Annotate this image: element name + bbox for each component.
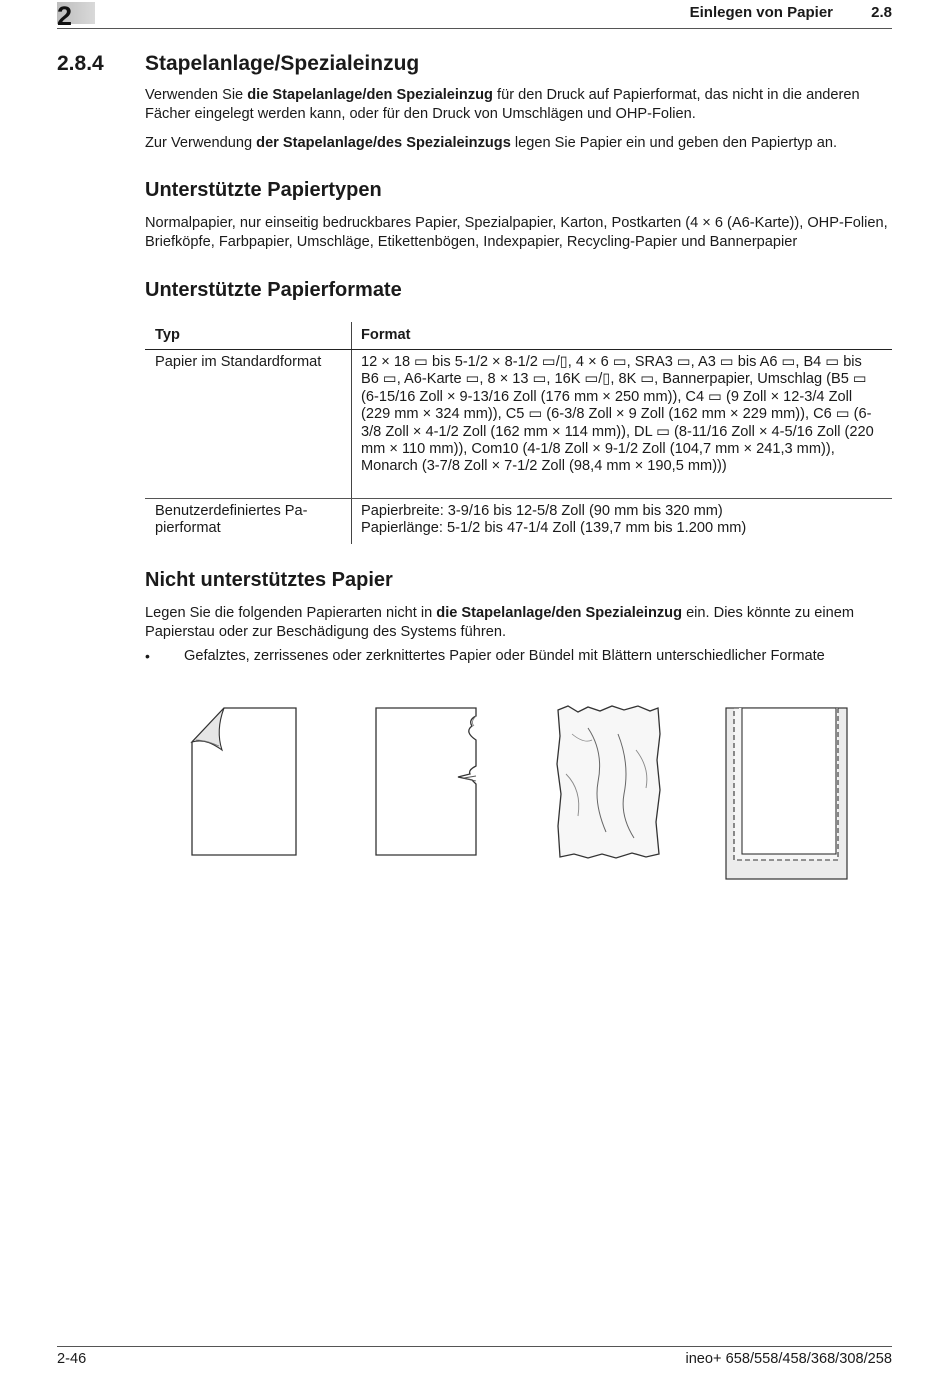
section-number: 2.8.4 — [57, 52, 104, 75]
footer-divider — [57, 1346, 892, 1347]
intro-emphasis: der Stapelanlage/des Spezialeinzugs — [256, 135, 511, 151]
unsupported-emphasis: die Stapelanlage/den Spezialeinzug — [436, 605, 683, 621]
row-format-standard: 12 × 18 ▭ bis 5-1/2 × 8-1/2 ▭/▯, 4 × 6 ▭, SRA3 ▭, A3 ▭ bis A6 ▭, B4 ▭ bis B6 ▭, A6-Karte ▭, 8 × 13 ▭, 16K ▭/▯, 8K ▭, Bannerpapier, Umschlag (B5 ▭ (6-15/16 Zoll × 9-13/16 Zoll (176 mm × 250 mm)), C4 ▭ (9 Zoll × 12-3/4 Zoll (229 mm × 324 mm)), C5 ▭ (6-3/8 Zoll × 9 Zoll (162 mm × 229 mm)), C6 ▭ (6-3/8 Zoll × 4-1/2 Zoll (162 mm × 114 mm)), DL ▭ (8-11/16 Zoll × 4-5/16 Zoll (220 mm × 110 mm)), Com10 (4-1/8 Zoll × 9-1/2 Zoll (104,7 mm × 241,3 mm)), Monarch (3-7/8 Zoll × 7-1/2 Zoll (98,4 mm × 190,5 mm))) — [361, 354, 874, 475]
paper-formats-heading: Unterstützte Papierformate — [145, 279, 402, 301]
paper-width-range: Papierbreite: 3-9/16 bis 12-5/8 Zoll (90 mm bis 320 mm) — [361, 503, 723, 519]
column-header-format: Format — [361, 327, 411, 343]
page-number: 2-46 — [57, 1351, 87, 1367]
unsupported-text: ein. Dies könnte zu einem Papierstau oder zur Beschädigung des Systems führen. — [145, 605, 854, 640]
table-column-divider — [351, 322, 352, 544]
header-title: Einlegen von Papier — [689, 4, 833, 21]
intro-paragraph-2 — [145, 134, 895, 153]
chapter-number-tab — [57, 1, 95, 31]
intro-text: für den Druck auf Papierformat, das nicht in die anderen Fächer eingelegt werden kann, oder für den Druck von Umschlägen und OHP-Folien. — [145, 87, 860, 122]
header-section-number: 2.8 — [871, 4, 892, 21]
unsupported-text: Legen Sie die folgenden Papierarten nicht in — [145, 605, 437, 621]
table-header-divider — [145, 349, 892, 350]
chapter-number: 2 — [57, 1, 73, 31]
section-title: Stapelanlage/Spezialeinzug — [145, 52, 420, 75]
row-type-standard: Papier im Standardformat — [155, 354, 322, 370]
product-model: ineo+ 658/558/458/368/308/258 — [685, 1351, 892, 1367]
intro-text: Verwenden Sie — [145, 87, 248, 103]
crumpled-paper-icon — [554, 704, 666, 862]
table-row-divider — [145, 498, 892, 499]
paper-length-range: Papierlänge: 5-1/2 bis 47-1/4 Zoll (139,7 mm bis 1.200 mm) — [361, 520, 747, 537]
paper-types-heading: Unterstützte Papiertypen — [145, 179, 382, 201]
intro-text: legen Sie Papier ein und geben den Papiertyp an. — [510, 135, 837, 151]
folded-paper-icon — [188, 704, 300, 858]
bullet-item: Gefalztes, zerrissenes oder zerknittertes Papier oder Bündel mit Blättern unterschiedlicher Formate — [184, 648, 825, 664]
row-format-custom — [361, 503, 881, 538]
intro-paragraph-1 — [145, 86, 895, 124]
intro-text: Zur Verwendung — [145, 135, 257, 151]
unsupported-paragraph — [145, 604, 897, 642]
header-divider — [57, 28, 892, 29]
bullet-marker: • — [145, 648, 150, 664]
mixed-size-stack-icon — [722, 704, 852, 882]
unsupported-heading: Nicht unterstütztes Papier — [145, 569, 393, 591]
intro-emphasis: die Stapelanlage/den Spezialeinzug — [247, 87, 493, 103]
column-header-type: Typ — [155, 327, 180, 343]
torn-paper-icon — [372, 704, 484, 858]
row-type-custom: Benutzerdefiniertes Pa-pierformat — [155, 503, 308, 537]
paper-types-text: Normalpapier, nur einseitig bedruckbares Papier, Spezialpapier, Karton, Postkarten (4 × 6 (A6-Karte)), OHP-Folien, Briefköpfe, Farbpapier, Umschläge, Etikettenbögen, Indexpapier, Recycling-Papier und Bannerpapier — [145, 215, 888, 250]
